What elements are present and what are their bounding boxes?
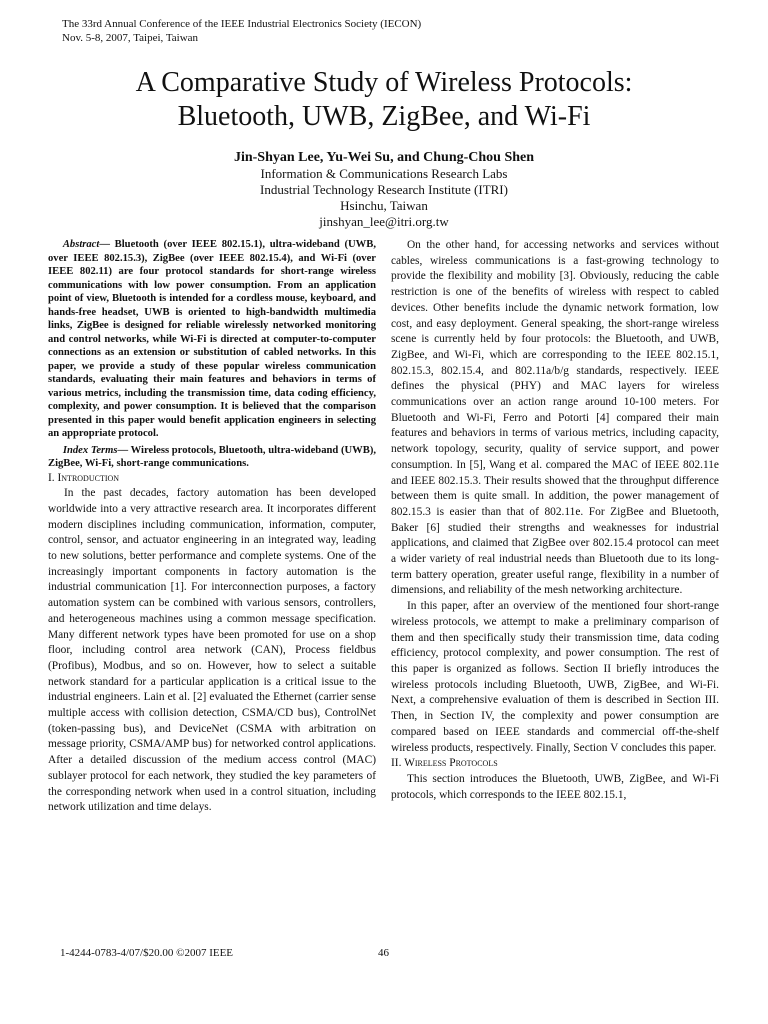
index-terms-text: — Wireless protocols, Bluetooth, ultra-wideband (UWB), ZigBee, Wi-Fi, short-range communications. bbox=[48, 444, 376, 469]
footer-copyright: 1-4244-0783-4/07/$20.00 ©2007 IEEE bbox=[60, 947, 234, 959]
index-terms-lead: Index Terms bbox=[62, 444, 118, 456]
section-heading-introduction: I. Introduction bbox=[48, 471, 120, 484]
right-column bbox=[391, 238, 719, 803]
title-line-2: Bluetooth, UWB, ZigBee, and Wi-Fi bbox=[177, 101, 591, 132]
intro-paragraph-3: In this paper, after an overview of the mentioned four short-range wireless protocols, we attempt to make a preliminary comparison of them and then specifically study their transmission time, data coding efficiency, protocol complexity, and power consumption. The rest of this paper is organized as follows. Section II briefly introduces the wireless protocols including Bluetooth, UWB, ZigBee, and Wi-Fi. Next, a comprehensive evaluation of them is described in Section III. Then, in Section IV, the complexity and power consumption are compared based on IEEE standards and commercial off-the-shelf wireless products, respectively. Finally, Section V concludes this paper. bbox=[391, 600, 719, 754]
author-names: Jin-Shyan Lee, Yu-Wei Su, and Chung-Chou Shen bbox=[233, 150, 535, 165]
page-number: 46 bbox=[378, 947, 389, 959]
affiliation-lab: Information & Communications Research Labs bbox=[260, 166, 508, 181]
left-column bbox=[48, 238, 376, 816]
paper-title bbox=[40, 66, 728, 134]
author-location: Hsinchu, Taiwan bbox=[340, 198, 428, 213]
conference-header bbox=[62, 17, 421, 45]
index-terms bbox=[48, 444, 376, 471]
abstract bbox=[48, 238, 376, 441]
author-email: jinshyan_lee@itri.org.tw bbox=[319, 214, 449, 229]
abstract-text: — Bluetooth (over IEEE 802.15.1), ultra-wideband (UWB, over IEEE 802.15.3), ZigBee (over IEEE 802.15.4), and Wi-Fi (over IEEE 802.11) are four protocol standards for short-range wireless communications with low power consumption. From an application point of view, Bluetooth is intended for a cordless mouse, keyboard, and hands-free headset, UWB is oriented to high-bandwidth multimedia links, ZigBee is designed for reliable wirelessly networked monitoring and control networks, while Wi-Fi is directed at computer-to-computer connections as an extension or substitution of cabled networks. In this paper, we provide a study of these popular wireless communication standards, evaluating their main features and behaviors in terms of various metrics, including the transmission time, data coding efficiency, complexity, and power consumption. It is believed that the comparison presented in this paper would benefit application engineers in selecting an appropriate protocol. bbox=[48, 239, 376, 439]
wireless-paragraph-1: This section introduces the Bluetooth, UWB, ZigBee, and Wi-Fi protocols, which corresponds to the IEEE 802.15.1, bbox=[391, 772, 719, 801]
abstract-lead: Abstract bbox=[62, 239, 100, 250]
section-heading-wireless-protocols: II. Wireless Protocols bbox=[391, 757, 498, 770]
conference-date: Nov. 5-8, 2007, Taipei, Taiwan bbox=[62, 32, 199, 44]
author-block bbox=[0, 150, 768, 230]
title-line-1: A Comparative Study of Wireless Protocols: bbox=[135, 67, 633, 98]
intro-paragraph-1: In the past decades, factory automation has been developed worldwide into a very attractive research area. It incorporates different modern disciplines including communication, information, computer, control, sensor, and actuator engineering in an integrated way, leading to new solutions, better performance and complete systems. One of the increasingly important components in factory automation is the industrial communication [1]. For interconnection purposes, a factory automation system can be combined with various sensors, controllers, and heterogeneous machines using a common message specification. Many different network types have been promoted for use on a shop floor, including control area network (CAN), Process fieldbus (Profibus), Modbus, and so on. However, how to select a suitable network standard for a particular application is a critical issue to the industrial engineers. Lain et al. [2] evaluated the Ethernet (carrier sense multiple access with collision detection, CSMA/CD bus), ControlNet (token-passing bus), and DeviceNet (CSMA with arbitration on message priority, CSMA/AMP bus) for networked control applications. After a detailed discussion of the medium access control (MAC) sublayer protocol for each network, they studied the key parameters of the corresponding network when used in a control situation, including network utilization and time delays. bbox=[48, 487, 376, 814]
affiliation-institute: Industrial Technology Research Institute (ITRI) bbox=[260, 182, 508, 197]
intro-paragraph-2: On the other hand, for accessing networks and services without cables, wireless communications is a fast-growing technology to provide the flexibility and mobility [3]. Obviously, reducing the cable restriction is one of the benefits of wireless with respect to cabled devices. Other benefits include the dynamic network formation, low cost, and easy deployment. General speaking, the short-range wireless scene is currently held by four protocols: the Bluetooth, and UWB, ZigBee, and Wi-Fi, which are corresponding to the IEEE 802.15.1, 802.15.3, 802.15.4, and 802.11a/b/g standards, respectively. IEEE defines the physical (PHY) and MAC layers for wireless communications over an action range around 10-100 meters. For Bluetooth and Wi-Fi, Ferro and Potorti [4] compared their main features and behaviors in terms of various metrics, including capacity, network topology, security, quality of service support, and power consumption. In [5], Wang et al. compared the MAC of IEEE 802.11e and IEEE 802.15.3. Their results showed that the throughput difference between them is quite small. In addition, the power management of 802.15.3 is easier than that of 802.11e. For ZigBee and Bluetooth, Baker [6] studied their strengths and weaknesses for industrial applications, and claimed that ZigBee over 802.15.4 protocol can meet a wider variety of real industrial needs than Bluetooth due to its long-term battery operation, greater useful range, flexibility in a number of dimensions, and reliability of the mesh networking architecture. bbox=[391, 239, 719, 597]
conference-name: The 33rd Annual Conference of the IEEE Industrial Electronics Society (IECON) bbox=[62, 18, 422, 30]
